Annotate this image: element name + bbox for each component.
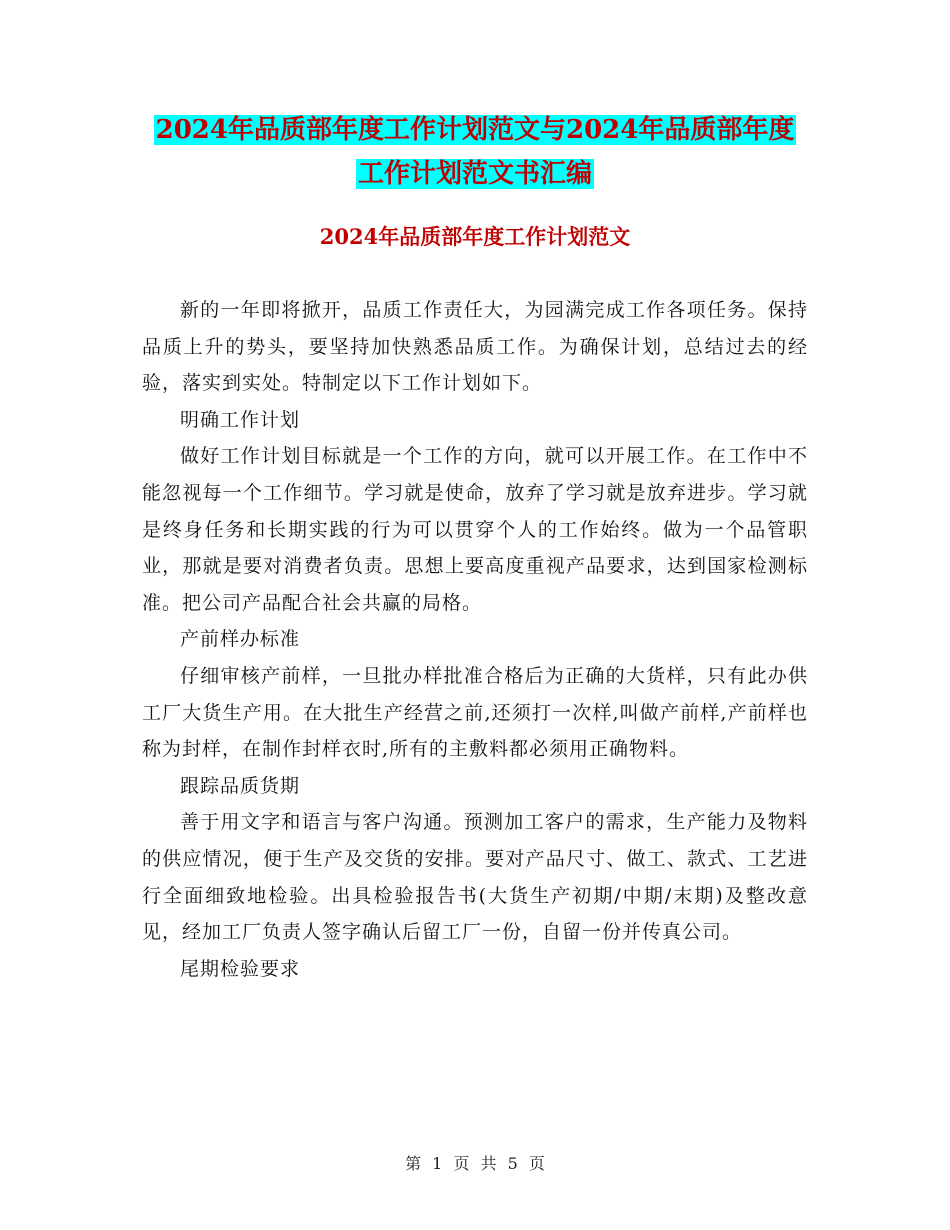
heading-clear-plan: 明确工作计划 [180,408,301,431]
document-title-line-1 [0,112,950,148]
paragraph-intro: 新的一年即将掀开，品质工作责任大，为园满完成工作各项任务。保持品质上升的势头，要坚持加快熟悉品质工作。为确保计划，总结过去的经验，落实到实处。特制定以下工作计划如下。 [142,299,808,395]
paragraph-pre-production-sample: 仔细审核产前样，一旦批办样批准合格后为正确的大货样，只有此办供工厂大货生产用。在大批生产经营之前,还须打一次样,叫做产前样,产前样也称为封样，在制作封样衣时,所有的主敷料都必须用正确物料。 [142,664,808,761]
document-title-line-2 [0,156,950,192]
paragraph-clear-plan: 做好工作计划目标就是一个工作的方向，就可以开展工作。在工作中不能忽视每一个工作细节。学习就是使命，放弃了学习就是放弃进步。学习就是终身任务和长期实践的行为可以贯穿个人的工作始终。做为一个品管职业，那就是要对消费者负责。思想上要高度重视产品要求，达到国家检测标准。把公司产品配合社会共赢的局格。 [142,445,808,614]
paragraph-quality-delivery: 善于用文字和语言与客户沟通。预测加工客户的需求，生产能力及物料的供应情况，便于生产及交货的安排。要对产品尺寸、做工、款式、工艺进行全面细致地检验。出具检验报告书(大货生产初期/中期/末期)及整改意见，经加工厂负责人签字确认后留工厂一份，自留一份并传真公司。 [142,811,808,944]
page-footer: 第 1 页 共 5 页 [405,1154,545,1173]
heading-pre-production-sample: 产前样办标准 [180,628,301,651]
title-highlight-2: 工作计划范文书汇编 [357,159,592,189]
document-body [142,292,808,987]
heading-quality-delivery: 跟踪品质货期 [180,774,301,797]
title-highlight-1: 2024年品质部年度工作计划范文与2024年品质部年度 [155,115,795,145]
heading-final-inspection: 尾期检验要求 [180,957,301,980]
section-title: 2024年品质部年度工作计划范文 [319,224,631,249]
